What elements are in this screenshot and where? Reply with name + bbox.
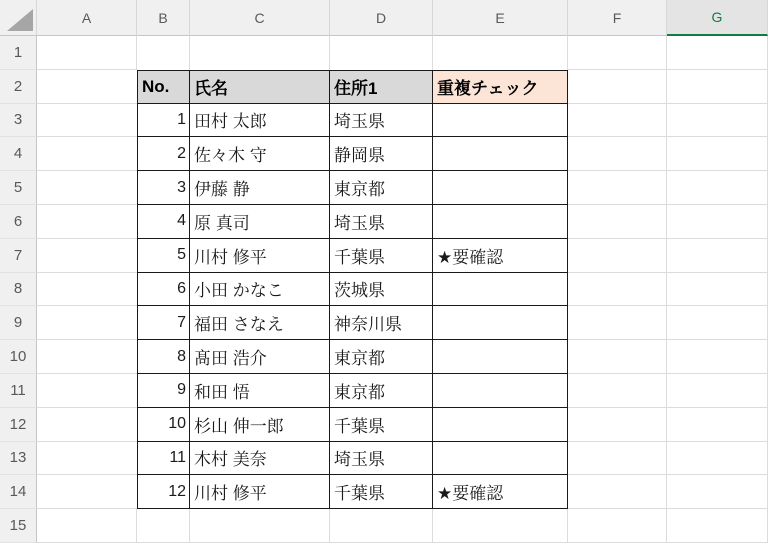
- cell-e7[interactable]: ★要確認: [433, 239, 568, 273]
- cell-c7[interactable]: 川村 修平: [190, 239, 330, 273]
- column-header-a[interactable]: A: [37, 0, 137, 36]
- cell-d8[interactable]: 茨城県: [330, 273, 433, 307]
- column-header-g[interactable]: G: [667, 0, 768, 36]
- cell-b10[interactable]: 8: [137, 340, 190, 374]
- cell-g9[interactable]: [667, 306, 768, 340]
- cell-d1[interactable]: [330, 36, 433, 70]
- column-header-f[interactable]: F: [568, 0, 667, 36]
- cell-g15[interactable]: [667, 509, 768, 543]
- cell-c1[interactable]: [190, 36, 330, 70]
- cell-b8[interactable]: 6: [137, 273, 190, 307]
- cell-e12[interactable]: [433, 408, 568, 442]
- cell-a3[interactable]: [37, 104, 137, 138]
- cell-f1[interactable]: [568, 36, 667, 70]
- cell-e13[interactable]: [433, 442, 568, 476]
- cell-d4[interactable]: 静岡県: [330, 137, 433, 171]
- cell-a4[interactable]: [37, 137, 137, 171]
- cell-f6[interactable]: [568, 205, 667, 239]
- cell-c6[interactable]: 原 真司: [190, 205, 330, 239]
- cell-e1[interactable]: [433, 36, 568, 70]
- cell-d6[interactable]: 埼玉県: [330, 205, 433, 239]
- column-header-d[interactable]: D: [330, 0, 433, 36]
- cell-c5[interactable]: 伊藤 静: [190, 171, 330, 205]
- row-header-4[interactable]: 4: [0, 137, 37, 171]
- cell-a15[interactable]: [37, 509, 137, 543]
- cell-e14[interactable]: ★要確認: [433, 475, 568, 509]
- cell-a2[interactable]: [37, 70, 137, 104]
- cell-g14[interactable]: [667, 475, 768, 509]
- cell-g4[interactable]: [667, 137, 768, 171]
- cell-d7[interactable]: 千葉県: [330, 239, 433, 273]
- cell-c15[interactable]: [190, 509, 330, 543]
- cell-a6[interactable]: [37, 205, 137, 239]
- row-header-9[interactable]: 9: [0, 306, 37, 340]
- cell-f15[interactable]: [568, 509, 667, 543]
- row-header-6[interactable]: 6: [0, 205, 37, 239]
- cell-e15[interactable]: [433, 509, 568, 543]
- cell-d10[interactable]: 東京都: [330, 340, 433, 374]
- cell-e2[interactable]: 重複チェック: [433, 70, 568, 104]
- row-header-10[interactable]: 10: [0, 340, 37, 374]
- cell-g6[interactable]: [667, 205, 768, 239]
- cell-d5[interactable]: 東京都: [330, 171, 433, 205]
- select-all-triangle-icon: [6, 9, 34, 32]
- cell-a1[interactable]: [37, 36, 137, 70]
- cell-d11[interactable]: 東京都: [330, 374, 433, 408]
- cell-g2[interactable]: [667, 70, 768, 104]
- cell-b15[interactable]: [137, 509, 190, 543]
- cell-b3[interactable]: 1: [137, 104, 190, 138]
- cell-e10[interactable]: [433, 340, 568, 374]
- row-header-14[interactable]: 14: [0, 475, 37, 509]
- column-header-b[interactable]: B: [137, 0, 190, 36]
- cell-e3[interactable]: [433, 104, 568, 138]
- cell-b13[interactable]: 11: [137, 442, 190, 476]
- cell-c10[interactable]: 髙田 浩介: [190, 340, 330, 374]
- cell-e4[interactable]: [433, 137, 568, 171]
- cell-g8[interactable]: [667, 273, 768, 307]
- cell-a7[interactable]: [37, 239, 137, 273]
- cell-d15[interactable]: [330, 509, 433, 543]
- cell-f13[interactable]: [568, 442, 667, 476]
- cell-f8[interactable]: [568, 273, 667, 307]
- cell-c13[interactable]: 木村 美奈: [190, 442, 330, 476]
- cell-g13[interactable]: [667, 442, 768, 476]
- cell-g7[interactable]: [667, 239, 768, 273]
- cell-f12[interactable]: [568, 408, 667, 442]
- cell-e11[interactable]: [433, 374, 568, 408]
- cell-b7[interactable]: 5: [137, 239, 190, 273]
- cell-c11[interactable]: 和田 悟: [190, 374, 330, 408]
- row-header-12[interactable]: 12: [0, 408, 37, 442]
- cell-g1[interactable]: [667, 36, 768, 70]
- cell-g5[interactable]: [667, 171, 768, 205]
- cell-c2[interactable]: 氏名: [190, 70, 330, 104]
- cell-g10[interactable]: [667, 340, 768, 374]
- cell-e8[interactable]: [433, 273, 568, 307]
- select-all-button[interactable]: [0, 0, 37, 36]
- cell-d9[interactable]: 神奈川県: [330, 306, 433, 340]
- cell-f10[interactable]: [568, 340, 667, 374]
- cell-b9[interactable]: 7: [137, 306, 190, 340]
- cell-b11[interactable]: 9: [137, 374, 190, 408]
- cell-d14[interactable]: 千葉県: [330, 475, 433, 509]
- cell-g11[interactable]: [667, 374, 768, 408]
- cell-f14[interactable]: [568, 475, 667, 509]
- cell-b12[interactable]: 10: [137, 408, 190, 442]
- cell-b2[interactable]: No.: [137, 70, 190, 104]
- cell-c14[interactable]: 川村 修平: [190, 475, 330, 509]
- cell-e6[interactable]: [433, 205, 568, 239]
- row-header-2[interactable]: 2: [0, 70, 37, 104]
- cell-e9[interactable]: [433, 306, 568, 340]
- cell-f2[interactable]: [568, 70, 667, 104]
- row-header-5[interactable]: 5: [0, 171, 37, 205]
- row-header-1[interactable]: 1: [0, 36, 37, 70]
- cell-a11[interactable]: [37, 374, 137, 408]
- cell-f7[interactable]: [568, 239, 667, 273]
- cell-b14[interactable]: 12: [137, 475, 190, 509]
- cell-f9[interactable]: [568, 306, 667, 340]
- cell-b5[interactable]: 3: [137, 171, 190, 205]
- cell-c12[interactable]: 杉山 伸一郎: [190, 408, 330, 442]
- row-header-8[interactable]: 8: [0, 273, 37, 307]
- cell-b1[interactable]: [137, 36, 190, 70]
- cell-e5[interactable]: [433, 171, 568, 205]
- row-header-7[interactable]: 7: [0, 239, 37, 273]
- cell-d3[interactable]: 埼玉県: [330, 104, 433, 138]
- cell-a10[interactable]: [37, 340, 137, 374]
- cell-a13[interactable]: [37, 442, 137, 476]
- cell-c4[interactable]: 佐々木 守: [190, 137, 330, 171]
- row-header-11[interactable]: 11: [0, 374, 37, 408]
- cell-d12[interactable]: 千葉県: [330, 408, 433, 442]
- cell-a5[interactable]: [37, 171, 137, 205]
- cell-a8[interactable]: [37, 273, 137, 307]
- row-header-3[interactable]: 3: [0, 104, 37, 138]
- cell-b6[interactable]: 4: [137, 205, 190, 239]
- cell-g3[interactable]: [667, 104, 768, 138]
- cell-c8[interactable]: 小田 かなこ: [190, 273, 330, 307]
- row-header-15[interactable]: 15: [0, 509, 37, 543]
- cell-b4[interactable]: 2: [137, 137, 190, 171]
- column-header-e[interactable]: E: [433, 0, 568, 36]
- cell-f3[interactable]: [568, 104, 667, 138]
- cell-d2[interactable]: 住所1: [330, 70, 433, 104]
- cell-c9[interactable]: 福田 さなえ: [190, 306, 330, 340]
- row-header-13[interactable]: 13: [0, 442, 37, 476]
- cell-a12[interactable]: [37, 408, 137, 442]
- cell-c3[interactable]: 田村 太郎: [190, 104, 330, 138]
- cell-d13[interactable]: 埼玉県: [330, 442, 433, 476]
- cell-f5[interactable]: [568, 171, 667, 205]
- cell-a9[interactable]: [37, 306, 137, 340]
- column-header-c[interactable]: C: [190, 0, 330, 36]
- cell-f11[interactable]: [568, 374, 667, 408]
- cell-g12[interactable]: [667, 408, 768, 442]
- cell-a14[interactable]: [37, 475, 137, 509]
- cell-f4[interactable]: [568, 137, 667, 171]
